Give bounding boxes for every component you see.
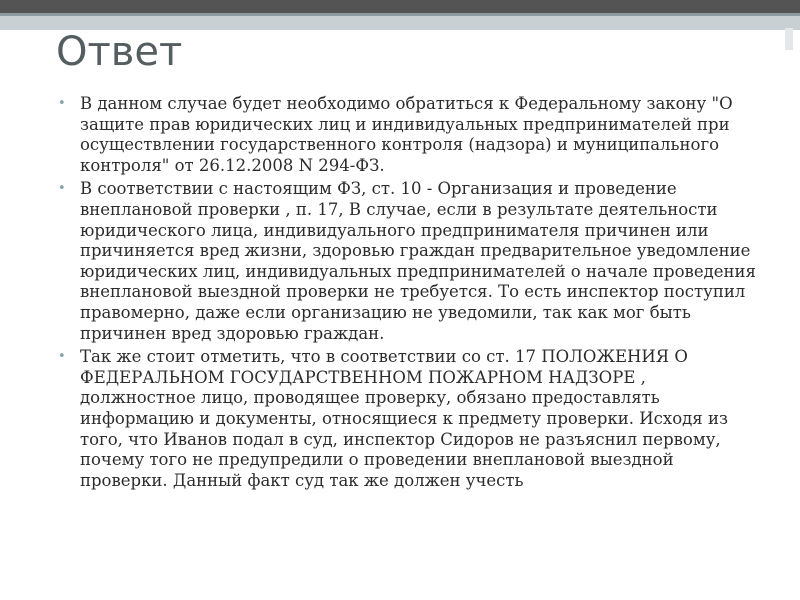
bullet-item bbox=[56, 94, 756, 176]
bullet-dot-icon: • bbox=[58, 181, 66, 197]
bullet-list bbox=[56, 94, 756, 494]
bullet-text: В соответствии с настоящим ФЗ, ст. 10 - Организация и проведение внеплановой проверки , п. 17, В случае, если в результате деятельности юридического лица, индивидуального предпринимателя причинен или причиняется вред жизни, здоровью граждан предварительное уведомление юридических лиц, индивидуальных предпринимателей о начале проведения внеплановой выездной проверки не требуется. То есть инспектор поступил правомерно, даже если организацию не уведомили, так как мог быть причинен вред здоровью граждан. bbox=[80, 179, 756, 343]
header-band-dark bbox=[0, 0, 800, 13]
slide-title: Ответ bbox=[56, 29, 183, 75]
header-corner-accent bbox=[785, 28, 793, 50]
bullet-dot-icon: • bbox=[58, 96, 66, 111]
bullet-item bbox=[56, 179, 756, 344]
bullet-item bbox=[56, 347, 756, 491]
bullet-text: В данном случае будет необходимо обратиться к Федеральному закону "О защите прав юридических лиц и индивидуальных предпринимателей при осуществлении государственного контроля (надзора) и муниципального контроля" от 26.12.2008 N 294-ФЗ. bbox=[80, 94, 733, 175]
bullet-dot-icon: • bbox=[58, 349, 66, 365]
bullet-text: Так же стоит отметить, что в соответствии со ст. 17 ПОЛОЖЕНИЯ О ФЕДЕРАЛЬНОМ ГОСУДАРСТВЕННОМ ПОЖАРНОМ НАДЗОРЕ , должностное лицо, проводящее проверку, обязано предоставлять информацию и документы, относящиеся к предмету проверки. Исходя из того, что Иванов подал в суд, инспектор Сидоров не разъяснил первому, почему того не предупредили о проведении внеплановой выездной проверки. Данный факт суд так же должен учесть bbox=[80, 347, 728, 490]
